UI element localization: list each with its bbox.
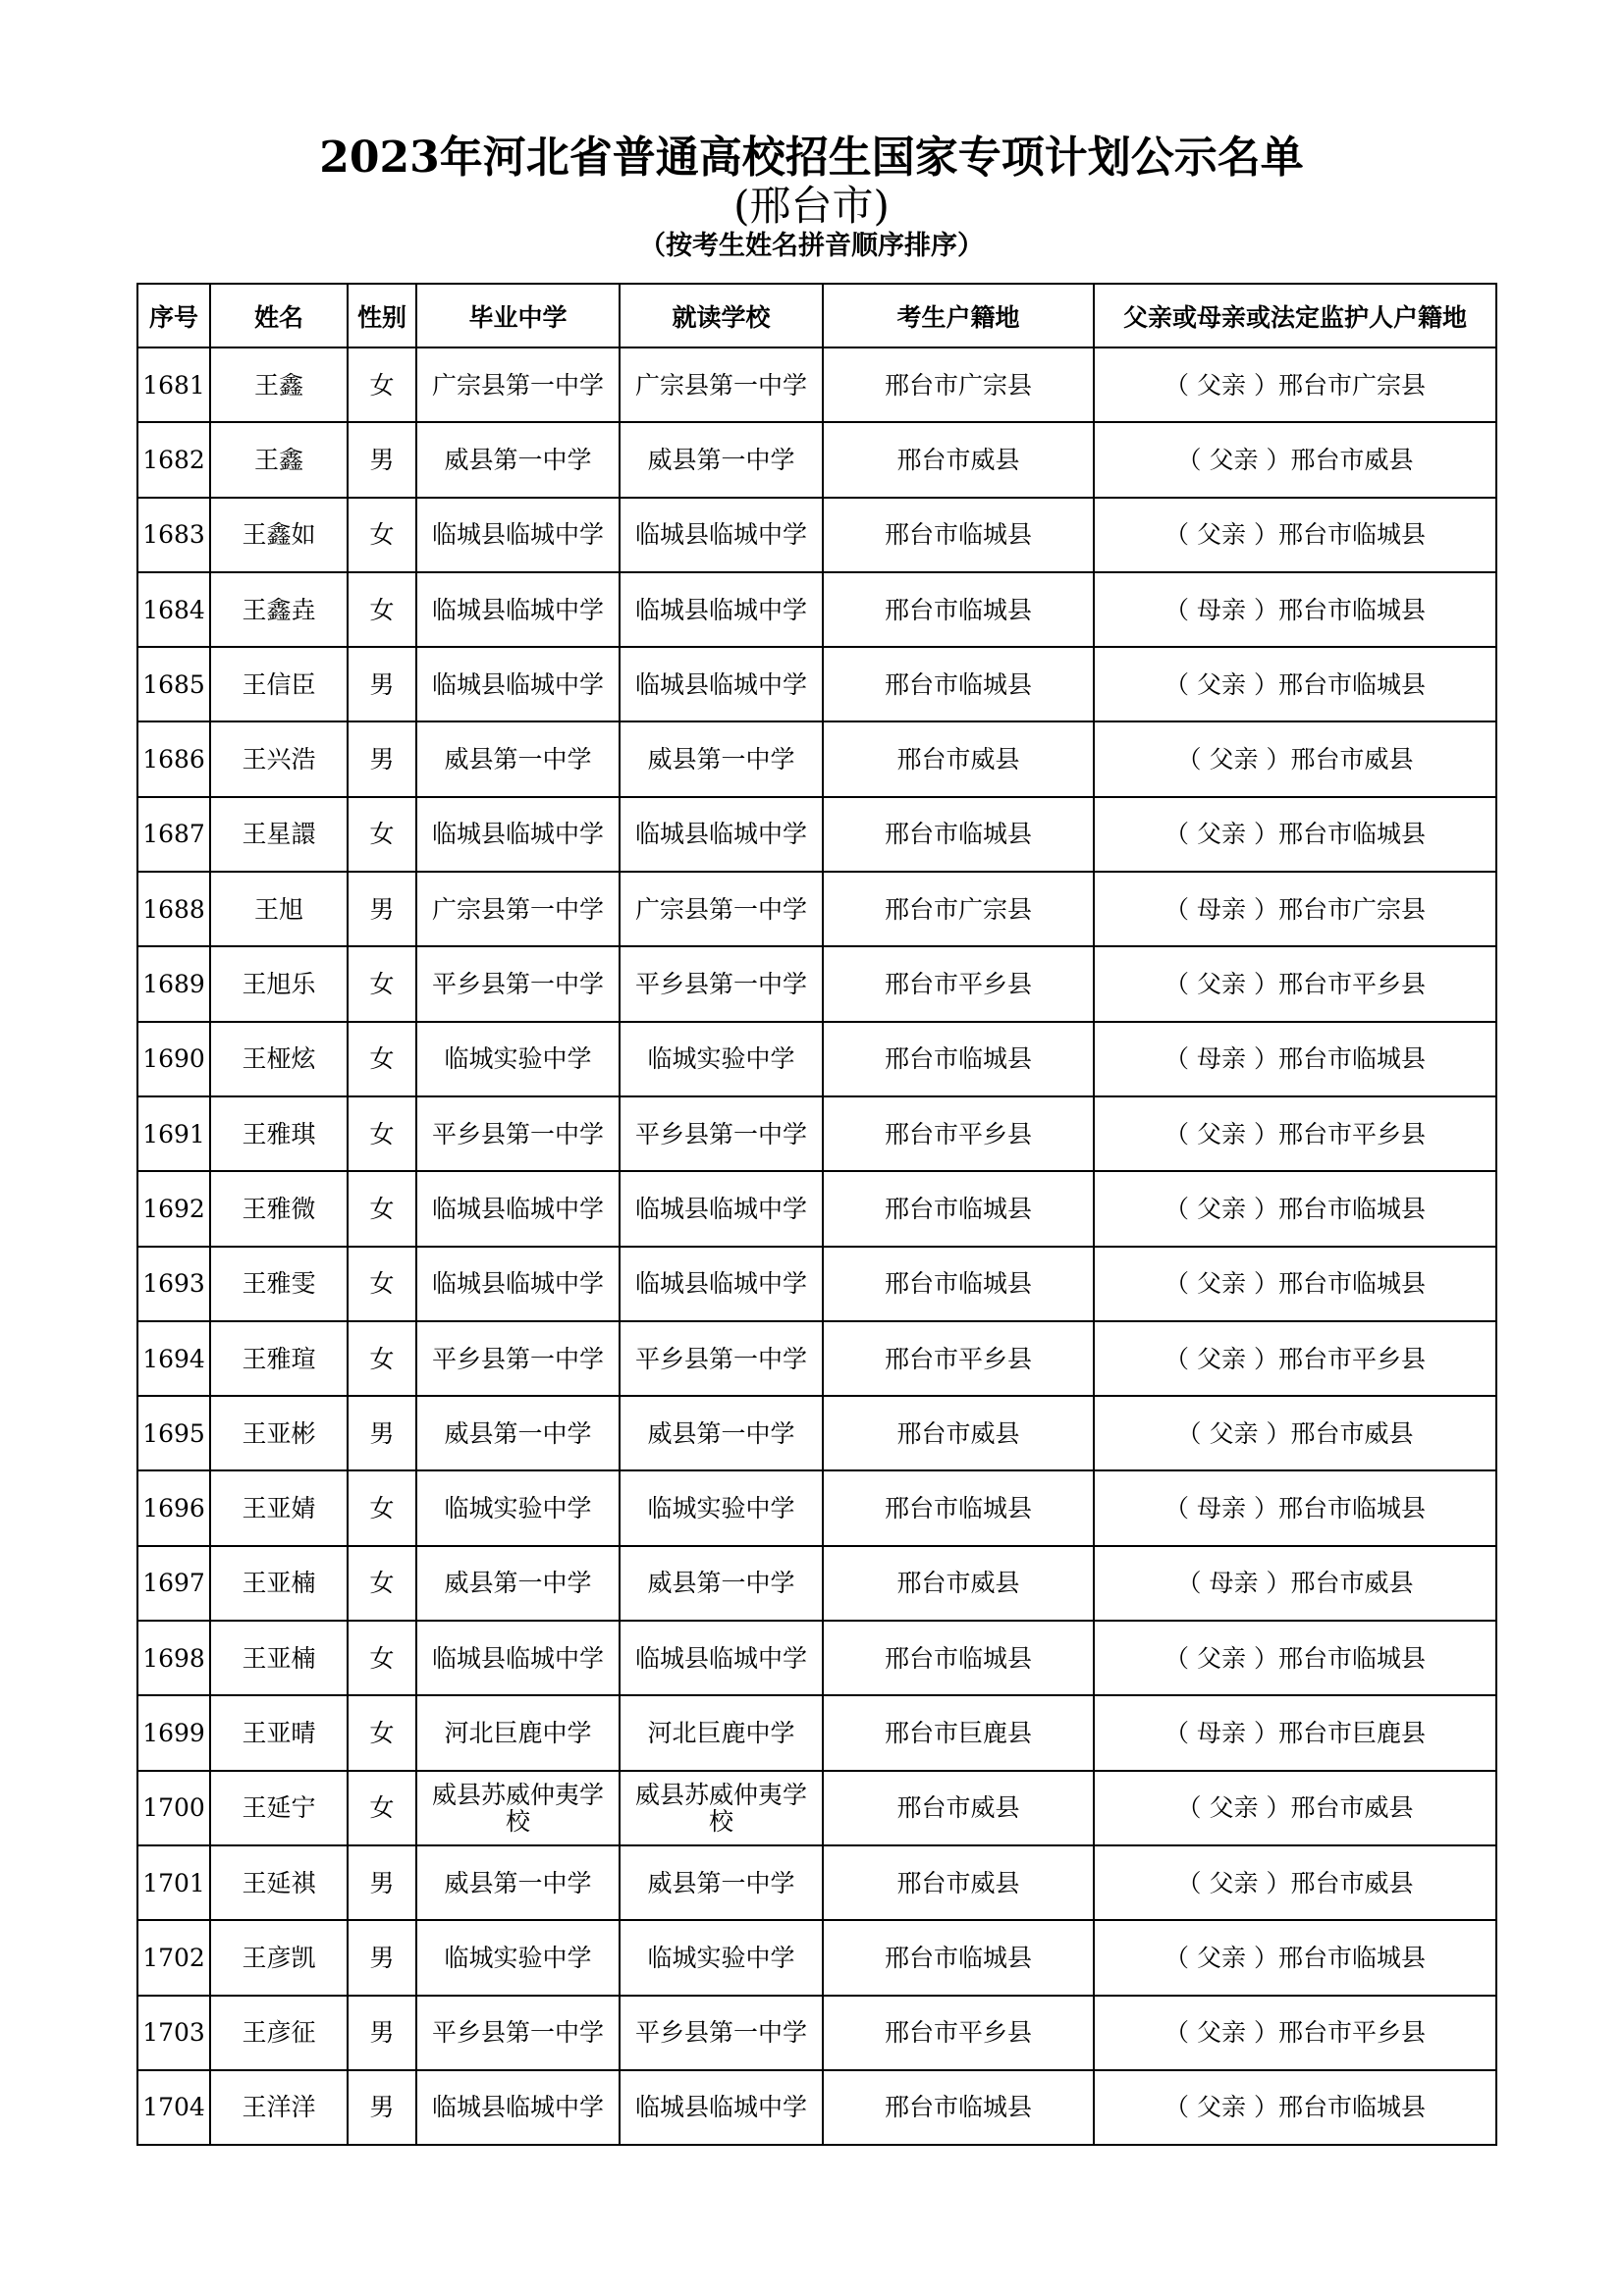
header-current-school: 就读学校 [620,284,823,347]
cell-student-residence: 邢台市广宗县 [823,347,1094,422]
table-row [137,1470,1496,1545]
table-row [137,1171,1496,1246]
cell-seq: 1704 [137,2070,210,2145]
table-row [137,1695,1496,1770]
cell-student-residence: 邢台市平乡县 [823,1096,1094,1171]
table-row [137,1845,1496,1920]
cell-graduation-school: 平乡县第一中学 [416,1321,620,1396]
cell-name: 王兴浩 [210,721,348,796]
cell-current-school: 威县苏威仲夷学校 [620,1771,823,1845]
cell-current-school: 广宗县第一中学 [620,872,823,946]
cell-seq: 1682 [137,422,210,497]
cell-gender: 女 [348,1470,416,1545]
cell-name: 王彦征 [210,1996,348,2070]
cell-graduation-school: 威县第一中学 [416,1546,620,1621]
cell-guardian-residence: （ 父亲 ）邢台市临城县 [1094,1621,1496,1695]
cell-current-school: 临城县临城中学 [620,797,823,872]
cell-guardian-residence: （ 父亲 ）邢台市临城县 [1094,1247,1496,1321]
cell-graduation-school: 临城县临城中学 [416,1171,620,1246]
cell-guardian-residence: （ 父亲 ）邢台市威县 [1094,422,1496,497]
cell-name: 王雅琪 [210,1096,348,1171]
table-row [137,1022,1496,1096]
cell-current-school: 临城县临城中学 [620,1247,823,1321]
table-row [137,1621,1496,1695]
cell-gender: 男 [348,721,416,796]
cell-current-school: 平乡县第一中学 [620,1096,823,1171]
cell-seq: 1685 [137,647,210,721]
cell-current-school: 临城实验中学 [620,1470,823,1545]
cell-seq: 1692 [137,1171,210,1246]
roster-table [136,283,1497,2146]
cell-student-residence: 邢台市广宗县 [823,872,1094,946]
cell-name: 王亚婧 [210,1470,348,1545]
cell-gender: 男 [348,422,416,497]
cell-student-residence: 邢台市临城县 [823,1247,1094,1321]
cell-gender: 女 [348,1695,416,1770]
cell-seq: 1698 [137,1621,210,1695]
cell-student-residence: 邢台市临城县 [823,1920,1094,1995]
cell-student-residence: 邢台市临城县 [823,572,1094,647]
cell-current-school: 威县第一中学 [620,1845,823,1920]
cell-name: 王雅微 [210,1171,348,1246]
table-row [137,872,1496,946]
table-row [137,1771,1496,1845]
cell-gender: 女 [348,1171,416,1246]
cell-current-school: 平乡县第一中学 [620,946,823,1021]
cell-seq: 1686 [137,721,210,796]
cell-name: 王鑫 [210,422,348,497]
cell-seq: 1699 [137,1695,210,1770]
table-row [137,797,1496,872]
cell-guardian-residence: （ 父亲 ）邢台市威县 [1094,1771,1496,1845]
sort-note: （按考生姓名拼音顺序排序） [639,231,984,261]
cell-graduation-school: 平乡县第一中学 [416,1996,620,2070]
table-row [137,1096,1496,1171]
cell-gender: 女 [348,1321,416,1396]
table-row [137,422,1496,497]
cell-seq: 1681 [137,347,210,422]
cell-name: 王亚彬 [210,1396,348,1470]
cell-graduation-school: 临城县临城中学 [416,647,620,721]
cell-gender: 女 [348,347,416,422]
cell-graduation-school: 临城县临城中学 [416,1247,620,1321]
cell-guardian-residence: （ 母亲 ）邢台市临城县 [1094,1022,1496,1096]
header-student-residence: 考生户籍地 [823,284,1094,347]
cell-name: 王雅雯 [210,1247,348,1321]
cell-name: 王延宁 [210,1771,348,1845]
cell-gender: 女 [348,797,416,872]
cell-current-school: 威县第一中学 [620,1396,823,1470]
cell-seq: 1703 [137,1996,210,2070]
header-seq: 序号 [137,284,210,347]
cell-student-residence: 邢台市平乡县 [823,1996,1094,2070]
table-row [137,572,1496,647]
cell-gender: 男 [348,1996,416,2070]
cell-seq: 1689 [137,946,210,1021]
cell-gender: 女 [348,572,416,647]
cell-student-residence: 邢台市威县 [823,422,1094,497]
cell-seq: 1684 [137,572,210,647]
cell-guardian-residence: （ 父亲 ）邢台市临城县 [1094,1171,1496,1246]
cell-graduation-school: 临城县临城中学 [416,572,620,647]
cell-guardian-residence: （ 母亲 ）邢台市巨鹿县 [1094,1695,1496,1770]
table-row [137,946,1496,1021]
cell-current-school: 临城县临城中学 [620,572,823,647]
cell-name: 王亚晴 [210,1695,348,1770]
cell-student-residence: 邢台市威县 [823,1845,1094,1920]
cell-current-school: 河北巨鹿中学 [620,1695,823,1770]
table-row [137,647,1496,721]
cell-graduation-school: 平乡县第一中学 [416,1096,620,1171]
table-row [137,1920,1496,1995]
cell-graduation-school: 临城县临城中学 [416,498,620,572]
cell-gender: 男 [348,1845,416,1920]
cell-graduation-school: 平乡县第一中学 [416,946,620,1021]
cell-student-residence: 邢台市临城县 [823,1022,1094,1096]
cell-student-residence: 邢台市临城县 [823,1621,1094,1695]
cell-guardian-residence: （ 父亲 ）邢台市临城县 [1094,1920,1496,1995]
cell-name: 王延祺 [210,1845,348,1920]
cell-name: 王亚楠 [210,1621,348,1695]
cell-seq: 1687 [137,797,210,872]
cell-gender: 男 [348,1920,416,1995]
cell-name: 王鑫垚 [210,572,348,647]
cell-student-residence: 邢台市巨鹿县 [823,1695,1094,1770]
table-row [137,1321,1496,1396]
cell-guardian-residence: （ 父亲 ）邢台市平乡县 [1094,1096,1496,1171]
cell-seq: 1693 [137,1247,210,1321]
cell-graduation-school: 临城县临城中学 [416,2070,620,2145]
cell-guardian-residence: （ 父亲 ）邢台市临城县 [1094,498,1496,572]
cell-guardian-residence: （ 母亲 ）邢台市临城县 [1094,1470,1496,1545]
cell-seq: 1688 [137,872,210,946]
document-subtitle: (邢台市) [733,182,890,230]
cell-gender: 女 [348,1546,416,1621]
cell-seq: 1694 [137,1321,210,1396]
cell-guardian-residence: （ 母亲 ）邢台市广宗县 [1094,872,1496,946]
cell-current-school: 临城县临城中学 [620,647,823,721]
cell-student-residence: 邢台市临城县 [823,498,1094,572]
cell-graduation-school: 临城实验中学 [416,1470,620,1545]
cell-seq: 1690 [137,1022,210,1096]
cell-current-school: 威县第一中学 [620,422,823,497]
cell-current-school: 威县第一中学 [620,721,823,796]
cell-current-school: 临城实验中学 [620,1920,823,1995]
cell-student-residence: 邢台市威县 [823,1771,1094,1845]
cell-guardian-residence: （ 父亲 ）邢台市平乡县 [1094,946,1496,1021]
cell-seq: 1683 [137,498,210,572]
cell-student-residence: 邢台市平乡县 [823,946,1094,1021]
table-row [137,1247,1496,1321]
cell-name: 王亚楠 [210,1546,348,1621]
cell-graduation-school: 临城县临城中学 [416,1621,620,1695]
cell-guardian-residence: （ 父亲 ）邢台市平乡县 [1094,1321,1496,1396]
cell-gender: 女 [348,1621,416,1695]
cell-current-school: 临城县临城中学 [620,2070,823,2145]
header-name: 姓名 [210,284,348,347]
table-row [137,347,1496,422]
cell-name: 王信臣 [210,647,348,721]
cell-guardian-residence: （ 父亲 ）邢台市平乡县 [1094,1996,1496,2070]
cell-graduation-school: 威县第一中学 [416,721,620,796]
table-body [137,347,1496,2145]
cell-current-school: 广宗县第一中学 [620,347,823,422]
cell-student-residence: 邢台市临城县 [823,797,1094,872]
cell-seq: 1695 [137,1396,210,1470]
cell-seq: 1696 [137,1470,210,1545]
cell-student-residence: 邢台市平乡县 [823,1321,1094,1396]
cell-guardian-residence: （ 父亲 ）邢台市威县 [1094,1845,1496,1920]
cell-gender: 女 [348,1022,416,1096]
cell-student-residence: 邢台市临城县 [823,647,1094,721]
cell-gender: 女 [348,498,416,572]
cell-seq: 1701 [137,1845,210,1920]
cell-current-school: 平乡县第一中学 [620,1996,823,2070]
cell-gender: 男 [348,647,416,721]
cell-gender: 女 [348,1096,416,1171]
cell-guardian-residence: （ 父亲 ）邢台市临城县 [1094,2070,1496,2145]
cell-seq: 1697 [137,1546,210,1621]
cell-current-school: 临城县临城中学 [620,1621,823,1695]
cell-gender: 女 [348,946,416,1021]
cell-student-residence: 邢台市临城县 [823,1171,1094,1246]
cell-gender: 女 [348,1247,416,1321]
cell-graduation-school: 威县第一中学 [416,1845,620,1920]
cell-guardian-residence: （ 父亲 ）邢台市威县 [1094,721,1496,796]
cell-name: 王洋洋 [210,2070,348,2145]
cell-name: 王旭乐 [210,946,348,1021]
document-title: 2023年河北省普通高校招生国家专项计划公示名单 [319,133,1304,183]
table-header-row [137,284,1496,347]
cell-name: 王鑫如 [210,498,348,572]
table-row [137,1546,1496,1621]
cell-name: 王雅瑄 [210,1321,348,1396]
table-row [137,1996,1496,2070]
table-row [137,2070,1496,2145]
cell-graduation-school: 威县第一中学 [416,422,620,497]
cell-student-residence: 邢台市威县 [823,721,1094,796]
cell-current-school: 临城实验中学 [620,1022,823,1096]
cell-name: 王彦凯 [210,1920,348,1995]
cell-graduation-school: 临城实验中学 [416,1920,620,1995]
cell-guardian-residence: （ 父亲 ）邢台市威县 [1094,1396,1496,1470]
cell-seq: 1702 [137,1920,210,1995]
table-row [137,498,1496,572]
cell-graduation-school: 临城实验中学 [416,1022,620,1096]
header-graduation-school: 毕业中学 [416,284,620,347]
cell-name: 王桠炫 [210,1022,348,1096]
cell-student-residence: 邢台市威县 [823,1546,1094,1621]
cell-student-residence: 邢台市临城县 [823,1470,1094,1545]
cell-guardian-residence: （ 母亲 ）邢台市临城县 [1094,572,1496,647]
cell-seq: 1700 [137,1771,210,1845]
table-row [137,721,1496,796]
cell-current-school: 平乡县第一中学 [620,1321,823,1396]
cell-graduation-school: 河北巨鹿中学 [416,1695,620,1770]
cell-graduation-school: 威县苏威仲夷学校 [416,1771,620,1845]
cell-student-residence: 邢台市临城县 [823,2070,1094,2145]
cell-guardian-residence: （ 父亲 ）邢台市临城县 [1094,647,1496,721]
cell-graduation-school: 临城县临城中学 [416,797,620,872]
cell-seq: 1691 [137,1096,210,1171]
cell-graduation-school: 威县第一中学 [416,1396,620,1470]
cell-graduation-school: 广宗县第一中学 [416,347,620,422]
cell-name: 王鑫 [210,347,348,422]
cell-guardian-residence: （ 母亲 ）邢台市威县 [1094,1546,1496,1621]
cell-guardian-residence: （ 父亲 ）邢台市临城县 [1094,797,1496,872]
cell-guardian-residence: （ 父亲 ）邢台市广宗县 [1094,347,1496,422]
cell-gender: 女 [348,1771,416,1845]
header-gender: 性别 [348,284,416,347]
cell-gender: 男 [348,872,416,946]
cell-current-school: 威县第一中学 [620,1546,823,1621]
cell-name: 王星譞 [210,797,348,872]
cell-gender: 男 [348,1396,416,1470]
cell-graduation-school: 广宗县第一中学 [416,872,620,946]
cell-current-school: 临城县临城中学 [620,498,823,572]
cell-name: 王旭 [210,872,348,946]
cell-student-residence: 邢台市威县 [823,1396,1094,1470]
table-row [137,1396,1496,1470]
header-guardian-residence: 父亲或母亲或法定监护人户籍地 [1094,284,1496,347]
cell-gender: 男 [348,2070,416,2145]
cell-current-school: 临城县临城中学 [620,1171,823,1246]
